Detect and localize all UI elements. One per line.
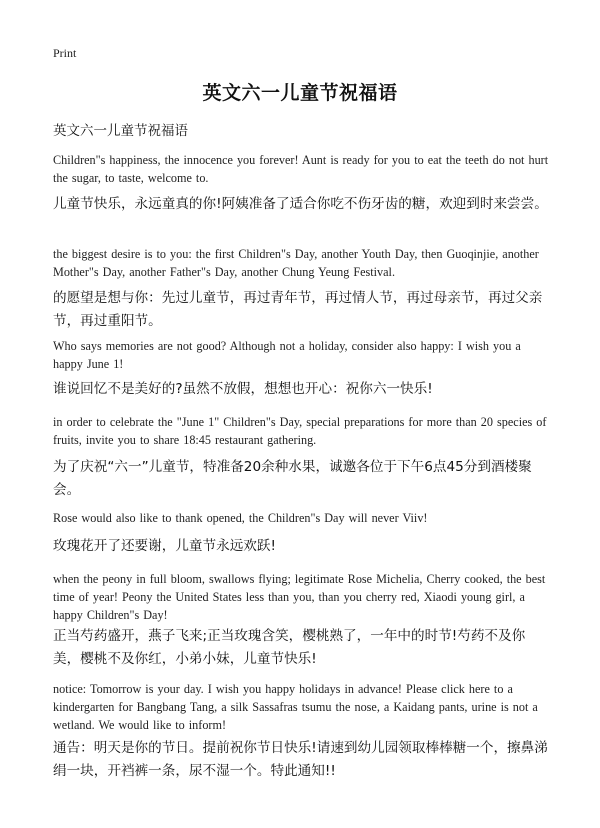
print-link[interactable]: Print bbox=[53, 46, 77, 60]
paragraph-1-english: Children"s happiness, the innocence you forever! Aunt is ready for you to eat the teeth do not hurt the sugar, to taste, welcome to. bbox=[53, 153, 549, 185]
paragraph-6-chinese: 正当芍药盛开，燕子飞来;正当玫瑰含笑，樱桃熟了，一年中的时节!芍药不及你美，樱桃不及你红，小弟小妹，儿童节快乐! bbox=[53, 628, 526, 667]
paragraph-3-chinese: 谁说回忆不是美好的?虽然不放假，想想也开心：祝你六一快乐! bbox=[53, 381, 433, 397]
page-title: 英文六一儿童节祝福语 bbox=[202, 82, 398, 104]
paragraph-2-chinese: 的愿望是想与你：先过儿童节，再过青年节，再过情人节，再过母亲节，再过父亲节，再过重阳节。 bbox=[53, 290, 543, 329]
page-subtitle: 英文六一儿童节祝福语 bbox=[53, 123, 188, 139]
paragraph-7-english: notice: Tomorrow is your day. I wish you happy holidays in advance! Please click here to a kindergarten for Bangbang Tang, a silk Sassafras tsumu the nose, a Kaidang pants, urine is not a wetland. We would like to inform! bbox=[53, 682, 538, 732]
paragraph-4-chinese: 为了庆祝“六一”儿童节，特准备20余种水果，诚邀各位于下午6点45分到酒楼聚会。 bbox=[53, 459, 532, 498]
paragraph-5-english: Rose would also like to thank opened, the Children"s Day will never Viiv! bbox=[53, 511, 428, 525]
paragraph-5-chinese: 玫瑰花开了还要谢，儿童节永远欢跃! bbox=[53, 538, 276, 554]
paragraph-6-english: when the peony in full bloom, swallows flying; legitimate Rose Michelia, Cherry cooked, the best time of year! Peony the United States less than you, than you cherry red, Xiaodi young girl, a happy Children"s Day! bbox=[53, 572, 546, 622]
paragraph-3-english: Who says memories are not good? Although not a holiday, consider also happy: I wish you a happy June 1! bbox=[53, 339, 521, 371]
paragraph-1-chinese: 儿童节快乐，永远童真的你!阿姨准备了适合你吃不伤牙齿的糖，欢迎到时来尝尝。 bbox=[53, 196, 548, 212]
paragraph-7-chinese: 通告：明天是你的节日。提前祝你节日快乐!请速到幼儿园领取棒棒糖一个，擦鼻涕绢一块，开裆裤一条，尿不湿一个。特此通知!! bbox=[53, 740, 548, 779]
paragraph-4-english: in order to celebrate the "June 1" Children"s Day, special preparations for more than 20 species of fruits, invite you to share 18:45 restaurant gathering. bbox=[53, 415, 547, 447]
paragraph-2-english: the biggest desire is to you: the first Children"s Day, another Youth Day, then Guoqinjie, another Mother"s Day, another Father"s Day, another Chung Yeung Festival. bbox=[53, 247, 539, 279]
